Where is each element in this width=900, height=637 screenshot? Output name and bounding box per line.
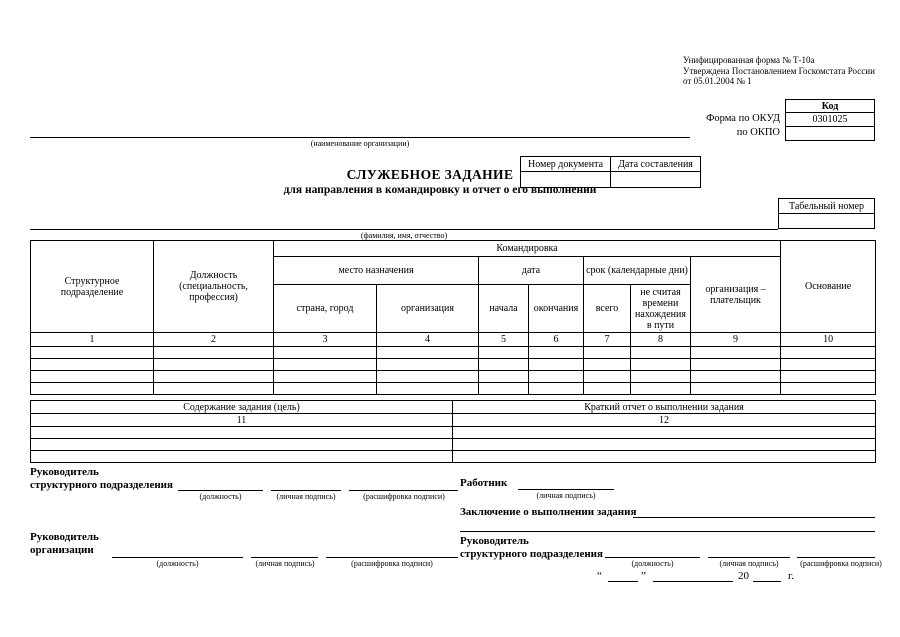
- date-day-line: [608, 581, 638, 582]
- head-of-unit-line2: структурного подразделения: [460, 548, 603, 560]
- caption-position: (должность): [199, 492, 242, 501]
- col-num: 1: [31, 333, 154, 347]
- signature-line-position: [112, 557, 243, 558]
- conclusion-line-2: [460, 531, 875, 532]
- head-of-org-line1: Руководитель: [30, 531, 99, 543]
- caption-transcript: (расшифровка подписи): [363, 492, 445, 501]
- approval-block: [683, 55, 893, 87]
- head-of-unit-label: [30, 466, 173, 492]
- signature-line-personal: [271, 490, 341, 491]
- col-num: 3: [274, 333, 377, 347]
- table-row: [31, 427, 876, 439]
- doc-number-header: Номер документа: [521, 157, 611, 172]
- col-num: 2: [154, 333, 274, 347]
- head-of-org-label: [30, 531, 99, 557]
- date-century: 20: [738, 570, 749, 582]
- column-number-row: [31, 333, 876, 347]
- okud-value-cell: 0301025: [786, 113, 875, 127]
- col-num: 5: [479, 333, 529, 347]
- caption-personal: (личная подпись): [276, 492, 336, 501]
- conclusion-label: Заключение о выполнении задания: [460, 506, 637, 518]
- table-row: [31, 371, 876, 383]
- table-row: [31, 347, 876, 359]
- signature-line-personal: [251, 557, 318, 558]
- employee-name-caption: (фамилия, имя, отчество): [360, 231, 448, 240]
- header-brief-report: Краткий отчет о выполнении задания: [453, 401, 876, 414]
- col-num: 10: [781, 333, 876, 347]
- doc-date-header: Дата составления: [611, 157, 701, 172]
- personnel-number-header: Табельный номер: [779, 199, 875, 214]
- personnel-number-cell: [779, 214, 875, 229]
- head-of-org-line2: организации: [30, 544, 94, 556]
- header-basis: Основание: [781, 241, 876, 333]
- form-title: СЛУЖЕБНОЕ ЗАДАНИЕ: [346, 167, 514, 182]
- date-close-quote: ”: [641, 570, 646, 582]
- header-country-city: страна, город: [274, 285, 377, 333]
- doc-date-cell: [611, 172, 701, 188]
- signature-line-transcript: [326, 557, 458, 558]
- approval-line: Утверждена Постановлением Госкомстата России: [683, 65, 875, 76]
- signature-line-position: [178, 490, 263, 491]
- table-row: [31, 439, 876, 451]
- caption-transcript: (расшифровка подписи): [351, 559, 433, 568]
- table-row: [31, 451, 876, 463]
- caption-position: (должность): [156, 559, 199, 568]
- personnel-number-box: [778, 198, 875, 229]
- date-month-line: [653, 581, 733, 582]
- table-row: [31, 359, 876, 371]
- signature-line-personal: [708, 557, 790, 558]
- col-num: 8: [631, 333, 691, 347]
- approval-line: Унифицированная форма № Т-10а: [683, 55, 815, 65]
- header-organization: организация: [377, 285, 479, 333]
- head-of-unit-label-right: [460, 535, 603, 561]
- employee-name-line: [30, 229, 778, 230]
- caption-personal: (личная подпись): [719, 559, 779, 568]
- okpo-label: по ОКПО: [736, 127, 780, 138]
- col-num: 6: [529, 333, 584, 347]
- doc-number-cell: [521, 172, 611, 188]
- document-number-box: [520, 156, 701, 188]
- task-report-table: [30, 400, 876, 463]
- okud-label: Форма по ОКУД: [706, 113, 780, 124]
- header-destination: место назначения: [274, 257, 479, 285]
- form-subtitle: для направления в командировку и отчет о его выполнении: [283, 184, 597, 196]
- signature-line-transcript: [797, 557, 875, 558]
- header-date-end: окончания: [529, 285, 584, 333]
- header-date: дата: [479, 257, 584, 285]
- header-paying-organization: организация – плательщик: [691, 257, 781, 333]
- code-box-header: Код: [786, 100, 875, 113]
- worker-label: Работник: [460, 477, 508, 489]
- date-year-line: [753, 581, 781, 582]
- header-excluding-travel: не считая времени нахождения в пути: [631, 285, 691, 333]
- caption-transcript: (расшифровка подписи): [800, 559, 882, 568]
- signature-line-transcript: [349, 490, 458, 491]
- header-date-start: начала: [479, 285, 529, 333]
- assignment-table: [30, 240, 876, 395]
- head-of-unit-line1: Руководитель: [30, 466, 99, 478]
- header-position: Должность (специальность, профессия): [154, 241, 274, 333]
- header-business-trip: Командировка: [274, 241, 781, 257]
- signature-line-personal: [518, 489, 614, 490]
- head-of-unit-line2: структурного подразделения: [30, 479, 173, 491]
- date-open-quote: “: [597, 570, 602, 582]
- col-num: 12: [453, 414, 876, 427]
- organization-name-caption: (наименование организации): [310, 139, 410, 148]
- header-task-content: Содержание задания (цель): [31, 401, 453, 414]
- header-structural-unit: Структурное подразделение: [31, 241, 154, 333]
- col-num: 11: [31, 414, 453, 427]
- header-term: срок (календарные дни): [584, 257, 691, 285]
- header-total-days: всего: [584, 285, 631, 333]
- code-box: [785, 99, 875, 141]
- col-num: 9: [691, 333, 781, 347]
- signature-line-position: [605, 557, 700, 558]
- column-number-row: [31, 414, 876, 427]
- caption-personal: (личная подпись): [255, 559, 315, 568]
- date-year-suffix: г.: [788, 570, 795, 582]
- okpo-value-cell: [786, 127, 875, 141]
- col-num: 7: [584, 333, 631, 347]
- caption-personal: (личная подпись): [536, 491, 596, 500]
- caption-position: (должность): [631, 559, 674, 568]
- head-of-unit-line1: Руководитель: [460, 535, 529, 547]
- organization-name-line: [30, 137, 690, 138]
- approval-line: от 05.01.2004 № 1: [683, 76, 752, 86]
- conclusion-line-1: [633, 517, 875, 518]
- col-num: 4: [377, 333, 479, 347]
- table-row: [31, 383, 876, 395]
